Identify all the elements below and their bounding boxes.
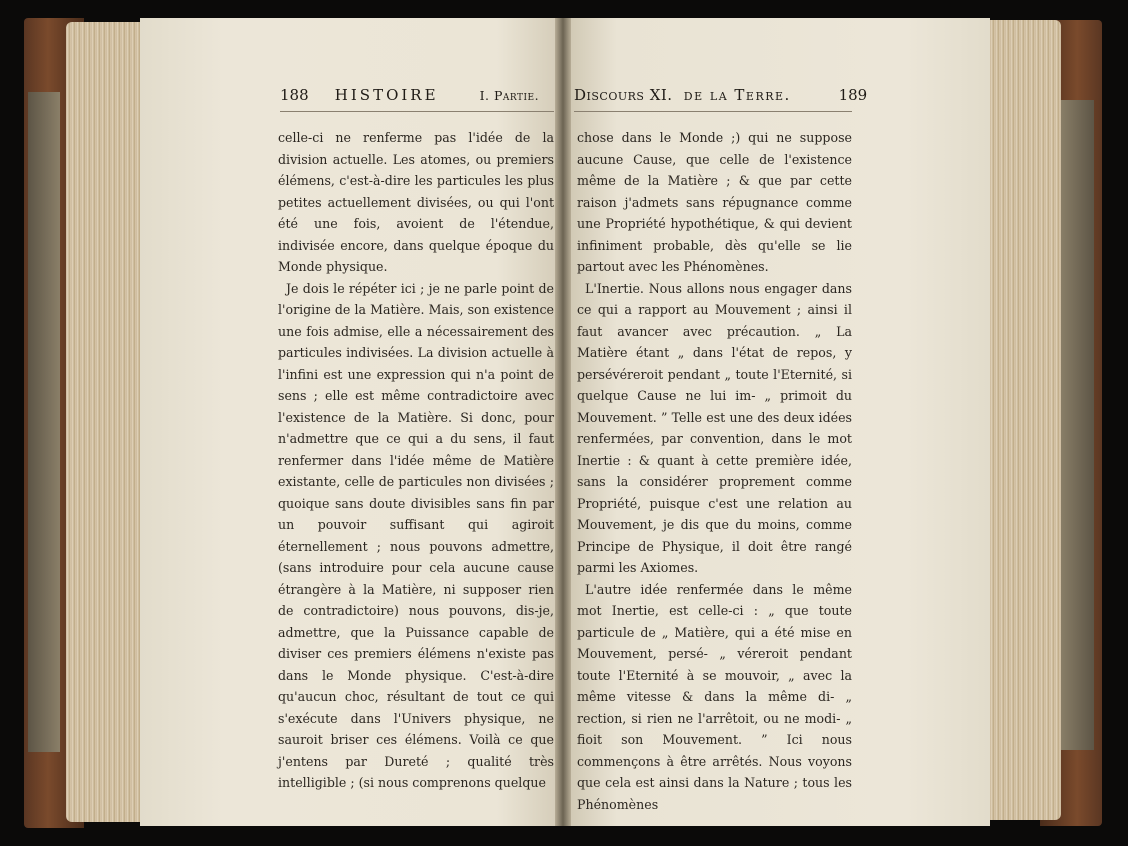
left-body-text [278,127,554,794]
right-page-number: 189 [838,86,868,104]
left-page-edges [66,22,146,822]
right-page-edges [985,20,1061,820]
right-body-text [577,127,852,815]
left-head-rule [280,111,554,112]
right-head-rule [574,111,852,112]
right-board [1060,100,1094,750]
right-paragraph: L'autre idée renfermée dans le même mot Inertie, est celle-ci : „ que toute particule de „ Matière, qui a été mise en Mouvement, persé- „ véreroit pendant toute l'Eternité à se mouvoir, „ avec la même vitesse & dans la même di- „ rection, si rien ne l'arrêtoit, ou ne modi- „ fioit son Mouvement. ” Ici nous commençons à être arrêtés. Nous voyons que cela est ainsi dans la Nature ; tous les Phénomènes [577,581,852,812]
right-head-title: de la Terre. [683,86,791,104]
right-head-discours: Discours XI. [574,86,673,104]
left-head-title: HISTOIRE [334,86,439,104]
right-paragraph: chose dans le Monde ;) qui ne suppose aucune Cause, que celle de l'existence même de la Matière ; & que par cette raison j'admets sans répugnance comme une Propriété hypothétique, & qui devient infiniment probable, dès qu'elle se lie partout avec les Phénomènes. [577,130,852,274]
left-head-part: I. Partie. [479,88,540,103]
left-page-number: 188 [280,86,309,104]
left-paragraph: Je dois le répéter ici ; je ne parle point de l'origine de la Matière. Mais, son existence une fois admise, elle a nécessairement des particules indivisées. La division actuelle à l'infini est une expression qui n'a point de sens ; elle est même contradictoire avec l'existence de la Matière. Si donc, pour n'admettre que ce qui a du sens, il faut renfermer dans l'idée même de Matière existante, celle de particules non divisées ; quoique sans doute divisibles sans fin par un pouvoir suffisant qui agiroit éternellement ; nous pouvons admettre, (sans introduire pour cela aucune cause étrangère à la Matière, ni supposer rien de contradictoire) nous pouvons, dis-je, admettre, que la Puissance capable de diviser ces premiers élémens n'existe pas dans le Monde physique. C'est-à-dire qu'aucun choc, résultant de tout ce qui s'exécute dans l'Univers physique, ne sauroit briser ces élémens. Voilà ce que j'entens par Dureté ; qualité très intelligible ; (si nous comprenons quelque [278,280,554,790]
left-paragraph: celle-ci ne renferme pas l'idée de la division actuelle. Les atomes, ou premiers élémens, c'est-à-dire les particules les plus petites actuellement divisées, ou qui l'ont été une fois, avoient de l'étendue, indivisée encore, dans quelque époque du Monde physique. [278,130,554,274]
book-gutter [555,18,571,826]
right-paragraph: L'Inertie. Nous allons nous engager dans ce qui a rapport au Mouvement ; ainsi il faut avancer avec précaution. „ La Matière étant „ dans l'état de repos, y persévéreroit pendant „ toute l'Eternité, si quelque Cause ne lui im- „ primoit du Mouvement. ” Telle est une des deux idées renfermées, par convention, dans le mot Inertie : & quant à cette première idée, sans la considérer proprement comme Propriété, puisque c'est une relation au Mouvement, je dis que du moins, comme Principe de Physique, il doit être rangé parmi les Axiomes. [577,280,852,575]
left-board [28,92,60,752]
